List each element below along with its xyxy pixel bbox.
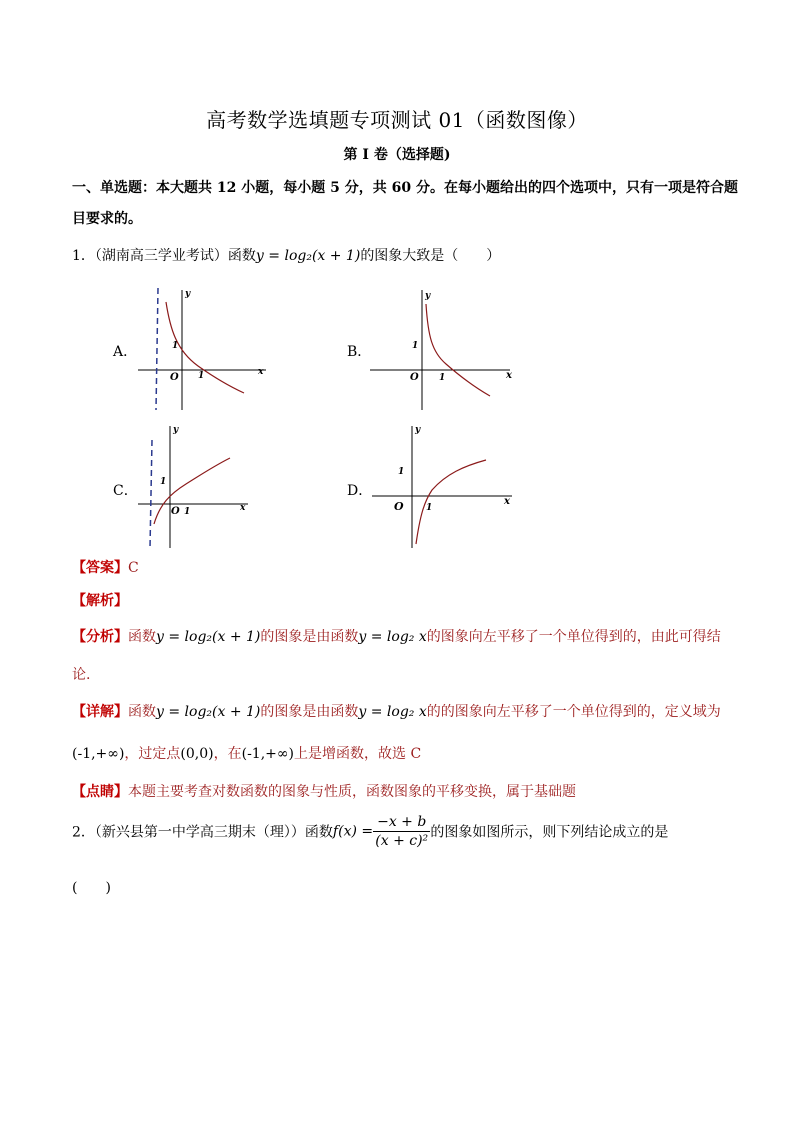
- graph-option-b: [370, 288, 514, 410]
- question-2-answer-paren: ( ): [72, 880, 111, 896]
- origin-label: O: [170, 372, 179, 383]
- question-2-fraction: [373, 814, 430, 849]
- xiangjie-text-5: ，在: [213, 746, 242, 762]
- x-label: x: [504, 496, 510, 507]
- section-instructions-line2: 目要求的。: [72, 211, 142, 227]
- question-1-formula: y = log₂(x + 1): [255, 248, 361, 264]
- curve: [154, 458, 230, 524]
- fenxi-line-2: 论.: [72, 667, 91, 683]
- xiangjie-text-1: 函数: [128, 704, 156, 720]
- question-1-tail: 的图象大致是（ ）: [360, 248, 501, 264]
- x-one-label: 1: [426, 503, 433, 513]
- option-a-label: A．: [113, 344, 138, 360]
- asymptote-dashed: [156, 288, 158, 410]
- fenxi-text-3: 的图象向左平移了一个单位得到的，由此可得结: [426, 629, 721, 645]
- xiangjie-text-2: 的图象是由函数: [260, 704, 359, 720]
- xiangjie-text-6: 上是增函数，故选 C: [294, 746, 422, 762]
- curve: [416, 460, 486, 544]
- x-one-label: 1: [439, 373, 446, 383]
- xiangjie-tag: 【详解】: [72, 704, 128, 720]
- y-one-label: 1: [172, 341, 179, 351]
- y-label: y: [185, 289, 191, 299]
- answer-line: [72, 557, 139, 577]
- fenxi-formula-1: y = log₂(x + 1): [156, 629, 261, 645]
- fenxi-text-2: 的图象是由函数: [260, 629, 359, 645]
- fenxi-text-1: 函数: [128, 629, 156, 645]
- fixed-point: (0,0): [180, 746, 214, 762]
- question-1-source: （湖南高三学业考试）函数: [94, 248, 256, 264]
- question-1-number: 1．: [72, 248, 95, 264]
- curve: [426, 304, 490, 396]
- increasing-interval: (-1,+∞): [241, 746, 295, 762]
- y-label: y: [425, 291, 431, 301]
- section-instructions-line1: 一、单选题：本大题共 12 小题，每小题 5 分，共 60 分。在每小题给出的四个选项中，只有一项是符合题: [72, 180, 738, 196]
- graph-option-a: [138, 288, 270, 410]
- x-label: x: [506, 370, 512, 381]
- dianjing-line: [72, 781, 576, 801]
- answer-value: C: [128, 560, 139, 576]
- answer-tag: 【答案】: [72, 560, 128, 576]
- xiangjie-formula-2: y = log₂ x: [358, 704, 427, 720]
- option-c-label: C．: [113, 483, 138, 499]
- asymptote-dashed: [150, 440, 152, 548]
- xiangjie-formula-1: y = log₂(x + 1): [156, 704, 261, 720]
- question-2-tail: 的图象如图所示，则下列结论成立的是: [430, 824, 669, 841]
- y-label: y: [415, 425, 421, 435]
- fenxi-line-1: [72, 626, 721, 646]
- fenxi-tag: 【分析】: [72, 629, 128, 645]
- question-2-f-lhs: f(x) =: [332, 823, 374, 840]
- domain-interval: (-1,+∞): [72, 746, 125, 762]
- xiangjie-text-3: 的的图象向左平移了一个单位得到的，定义域为: [426, 704, 721, 720]
- question-2-number: 2．: [72, 824, 95, 841]
- section-subtitle: 第 I 卷（选择题): [343, 147, 451, 163]
- graph-option-d: [372, 424, 516, 548]
- fenxi-formula-2: y = log₂ x: [358, 629, 427, 645]
- dianjing-tag: 【点睛】: [72, 784, 128, 800]
- origin-label: O: [171, 506, 180, 517]
- question-2-source: （新兴县第一中学高三期末（理））函数: [94, 824, 333, 841]
- analysis-tag: 【解析】: [72, 593, 128, 609]
- y-one-label: 1: [398, 467, 405, 477]
- y-one-label: 1: [412, 341, 419, 351]
- fraction-numerator: −x + b: [373, 814, 430, 832]
- page-title: 高考数学选填题专项测试 01（函数图像）: [206, 108, 588, 132]
- origin-label: O: [394, 500, 404, 513]
- y-one-label: 1: [160, 477, 167, 487]
- y-label: y: [173, 425, 179, 435]
- xiangjie-text-4: ，过定点: [124, 746, 181, 762]
- graph-option-c: [138, 424, 270, 548]
- dianjing-text: 本题主要考查对数函数的图象与性质，函数图象的平移变换，属于基础题: [128, 784, 576, 800]
- fraction-denominator: (x + c)²: [375, 833, 429, 849]
- x-label: x: [258, 367, 264, 377]
- x-one-label: 1: [198, 371, 205, 381]
- question-2-stem: [72, 814, 668, 849]
- xiangjie-line-2: [72, 743, 421, 763]
- x-label: x: [240, 503, 246, 513]
- option-b-label: B．: [347, 344, 372, 360]
- option-d-label: D．: [347, 483, 373, 499]
- x-one-label: 1: [184, 507, 191, 517]
- question-1-stem: [72, 245, 500, 265]
- origin-label: O: [410, 372, 419, 383]
- xiangjie-line-1: [72, 701, 721, 721]
- analysis-line: [72, 590, 128, 610]
